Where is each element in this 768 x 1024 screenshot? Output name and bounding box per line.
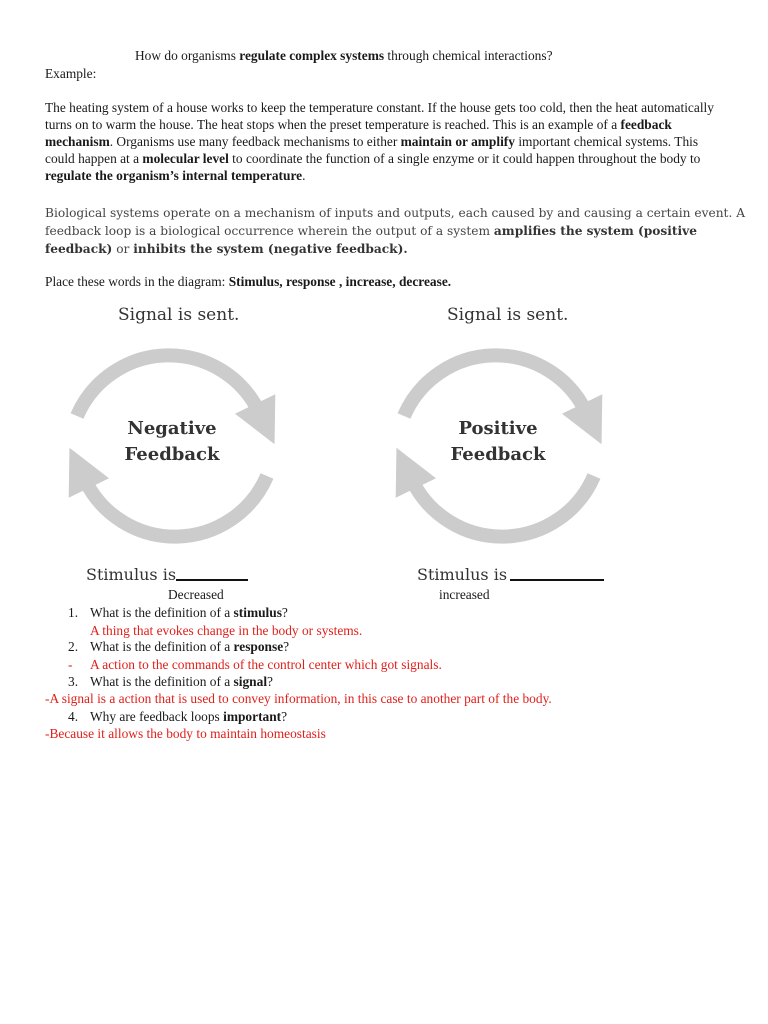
p1-text-4: to coordinate the function of a single enzyme or it could happen throughout the body to [228, 151, 701, 166]
negative-stimulus-answer: Decreased [168, 587, 224, 602]
negative-feedback-title [112, 416, 232, 468]
instruction-words: Stimulus, response , increase, decrease. [228, 274, 452, 289]
positive-title-line1: Positive [458, 418, 538, 439]
positive-loop-top-arrow [404, 355, 586, 416]
positive-title-line2: Feedback [450, 444, 546, 465]
q2-pre: What is the definition of a [90, 639, 234, 654]
question-bold: regulate complex systems [239, 48, 385, 63]
p1-bold-molecular-level: molecular level [142, 151, 229, 166]
negative-title-line2: Feedback [124, 444, 220, 465]
instruction-text: Place these words in the diagram: [45, 274, 229, 289]
q4-bold: important [223, 709, 282, 724]
p1-text-2: . Organisms use many feedback mechanisms to either [109, 134, 401, 149]
q3-post: ? [267, 674, 273, 689]
positive-feedback-title [438, 416, 558, 468]
q1-post: ? [281, 605, 288, 620]
q2-post: ? [283, 639, 290, 654]
q3-bold: signal [233, 674, 268, 689]
paragraph-heating-example [45, 99, 725, 184]
positive-stimulus-blank [510, 579, 604, 581]
p1-bold-maintain-amplify: maintain or amplify [400, 134, 515, 149]
answer-4: -Because it allows the body to maintain homeostasis [45, 726, 326, 741]
p2-text-2: or [112, 242, 134, 256]
negative-stimulus-label: Stimulus is [86, 565, 177, 584]
question-1 [90, 604, 288, 621]
positive-stimulus-answer: increased [439, 587, 490, 602]
question-pre: How do organisms [135, 48, 240, 63]
q4-post: ? [281, 709, 288, 724]
main-question [135, 47, 553, 64]
q2-bold: response [233, 639, 284, 654]
question-1-number: 1. [68, 605, 79, 620]
negative-stimulus-blank [176, 579, 248, 581]
answer-2-marker: - [68, 657, 73, 672]
question-4 [90, 708, 287, 725]
positive-stimulus-label: Stimulus is [417, 565, 508, 584]
question-post: through chemical interactions? [384, 48, 553, 63]
question-3 [90, 673, 273, 690]
example-label: Example: [45, 66, 97, 81]
p1-text-3: important chemical systems. This could happen at a [45, 134, 699, 166]
q4-pre: Why are feedback loops [90, 709, 224, 724]
p1-text-1: The heating system of a house works to keep the temperature constant. If the house gets too cold, then the heat automatically turns on to warm the house. The heat stops when the preset temperature is reached. This is an example of a [45, 100, 714, 132]
negative-title-line1: Negative [127, 418, 217, 439]
paragraph-feedback-loop [45, 204, 745, 258]
question-4-number: 4. [68, 709, 79, 724]
q1-bold: stimulus [233, 605, 282, 620]
answer-1: A thing that evokes change in the body or systems. [90, 623, 363, 638]
question-2-number: 2. [68, 639, 79, 654]
instruction-line [45, 273, 725, 290]
positive-loop-bottom-arrow [412, 476, 594, 537]
answer-3: -A signal is a action that is used to convey information, in this case to another part of the body. [45, 691, 552, 706]
question-3-number: 3. [68, 674, 79, 689]
negative-signal-label: Signal is sent. [118, 305, 240, 325]
question-2 [90, 638, 289, 655]
p1-bold-regulate-temp: regulate the organism’s internal temperature [45, 168, 303, 183]
q1-pre: What is the definition of a [90, 605, 234, 620]
p2-text-1: Biological systems operate on a mechanism of inputs and outputs, each caused by and causing a certain event. A feedback loop is a biological occurrence wherein the output of a system [45, 206, 746, 238]
p2-bold-negative: inhibits the system (negative feedback). [133, 242, 408, 256]
positive-signal-label: Signal is sent. [447, 305, 569, 325]
negative-loop-top-arrow [77, 355, 259, 416]
q3-pre: What is the definition of a [90, 674, 234, 689]
p2-bold-positive: amplifies the system (positive feedback) [45, 224, 698, 256]
answer-2: A action to the commands of the control center which got signals. [90, 657, 442, 672]
p1-text-5: . [302, 168, 306, 183]
p1-bold-feedback-mechanism: feedback mechanism [45, 117, 672, 149]
negative-loop-bottom-arrow [85, 476, 267, 537]
